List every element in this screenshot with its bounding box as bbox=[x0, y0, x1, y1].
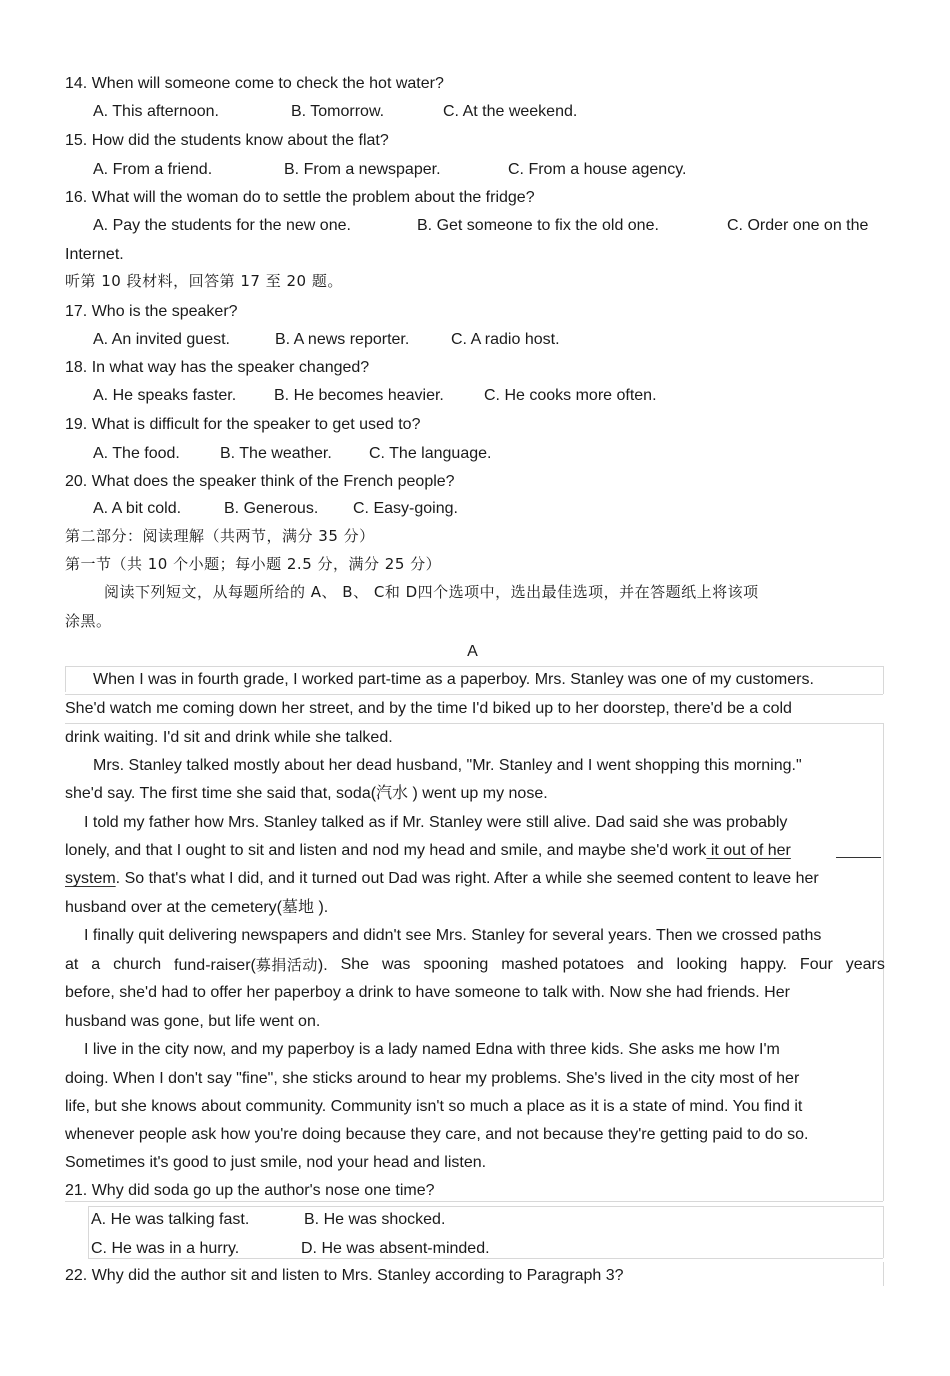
passage-text: . So that's what I did, and it turned out Dad was right. After a while she seemed content to leave her bbox=[115, 870, 819, 887]
question-20-options bbox=[93, 499, 793, 519]
reading-instruction-continuation: 涂黑。 bbox=[65, 612, 112, 630]
passage-text: lonely, and that I ought to sit and listen and nod my head and smile, and maybe she'd work bbox=[65, 842, 707, 859]
word: church bbox=[113, 956, 162, 973]
section-10-instruction: 听第 10 段材料，回答第 17 至 20 题。 bbox=[65, 272, 343, 290]
border bbox=[65, 666, 883, 667]
question-19-options bbox=[93, 444, 793, 464]
option-a: A. He was talking fast. bbox=[91, 1211, 250, 1228]
option-a: A. Pay the students for the new one. bbox=[93, 217, 351, 234]
underlined-phrase: system bbox=[65, 870, 116, 887]
passage-line: doing. When I don't say "fine", she sticks around to hear my problems. She's lived in the city most of her bbox=[65, 1070, 800, 1087]
question-14-options bbox=[93, 102, 793, 122]
passage-line: life, but she knows about community. Community isn't so much a place as it is a state of mind. You find it bbox=[65, 1098, 803, 1115]
question-16-options bbox=[93, 216, 893, 236]
passage-line: husband over at the cemetery(墓地 ). bbox=[65, 899, 329, 916]
border bbox=[883, 666, 884, 694]
passage-line bbox=[65, 841, 791, 861]
option-c: C. He cooks more often. bbox=[484, 387, 657, 404]
passage-line: she'd say. The first time she said that, soda(汽水 ) went up my nose. bbox=[65, 785, 548, 802]
question-21-options-row-2 bbox=[91, 1239, 791, 1259]
passage-line: whenever people ask how you're doing because they care, and not because they're getting paid to do so. bbox=[65, 1126, 809, 1143]
border bbox=[65, 723, 883, 724]
word: mashed potatoes bbox=[501, 956, 624, 973]
part-2-heading: 第二部分：阅读理解（共两节，满分 35 分） bbox=[65, 527, 375, 545]
option-b: B. The weather. bbox=[220, 445, 332, 462]
option-b: B. Generous. bbox=[224, 500, 319, 517]
passage-paragraph-4: I finally quit delivering newspapers and didn't see Mrs. Stanley for several years. Then we crossed paths bbox=[84, 927, 822, 944]
border bbox=[65, 694, 883, 695]
section-1-heading: 第一节（共 10 个小题；每小题 2.5 分，满分 25 分） bbox=[65, 555, 442, 573]
option-a: A. A bit cold. bbox=[93, 500, 182, 517]
option-b: B. From a newspaper. bbox=[284, 161, 441, 178]
passage-line: husband was gone, but life went on. bbox=[65, 1013, 321, 1030]
border bbox=[883, 1262, 884, 1286]
question-22: 22. Why did the author sit and listen to Mrs. Stanley according to Paragraph 3? bbox=[65, 1267, 624, 1284]
passage-paragraph-3: I told my father how Mrs. Stanley talked as if Mr. Stanley were still alive. Dad said she was probably bbox=[84, 814, 788, 831]
question-21-options-row-1 bbox=[91, 1210, 791, 1230]
question-16-option-continuation: Internet. bbox=[65, 246, 124, 263]
question-19: 19. What is difficult for the speaker to get used to? bbox=[65, 416, 421, 433]
question-20: 20. What does the speaker think of the French people? bbox=[65, 473, 455, 490]
border bbox=[883, 1206, 884, 1258]
option-a: A. From a friend. bbox=[93, 161, 213, 178]
option-b: B. Get someone to fix the old one. bbox=[417, 217, 659, 234]
question-14: 14. When will someone come to check the hot water? bbox=[65, 75, 444, 92]
question-15: 15. How did the students know about the flat? bbox=[65, 132, 389, 149]
word: She bbox=[340, 956, 370, 973]
word: years bbox=[845, 956, 885, 973]
word: Four bbox=[799, 956, 833, 973]
option-a: A. He speaks faster. bbox=[93, 387, 237, 404]
border bbox=[88, 1206, 89, 1258]
word: looking bbox=[676, 956, 728, 973]
border bbox=[65, 1201, 883, 1202]
option-a: A. This afternoon. bbox=[93, 103, 219, 120]
underline-extension bbox=[836, 857, 881, 858]
option-b: B. He was shocked. bbox=[304, 1211, 446, 1228]
passage-label: A bbox=[467, 643, 478, 660]
question-18-options bbox=[93, 386, 793, 406]
underlined-phrase: it out of her bbox=[706, 842, 791, 859]
word: a bbox=[91, 956, 101, 973]
option-c: C. From a house agency. bbox=[508, 161, 687, 178]
option-c: C. A radio host. bbox=[451, 331, 560, 348]
option-b: B. He becomes heavier. bbox=[274, 387, 444, 404]
border bbox=[65, 666, 66, 692]
word: spooning bbox=[423, 956, 489, 973]
passage-line: before, she'd had to offer her paperboy a drink to have someone to talk with. Now she had friends. Her bbox=[65, 984, 790, 1001]
option-c: C. At the weekend. bbox=[443, 103, 578, 120]
passage-line bbox=[65, 869, 819, 889]
option-b: B. Tomorrow. bbox=[291, 103, 385, 120]
passage-paragraph-2: Mrs. Stanley talked mostly about her dead husband, "Mr. Stanley and I went shopping this morning." bbox=[93, 757, 802, 774]
word: was bbox=[381, 956, 411, 973]
question-16: 16. What will the woman do to settle the problem about the fridge? bbox=[65, 189, 535, 206]
option-d: D. He was absent-minded. bbox=[301, 1240, 490, 1257]
option-a: A. An invited guest. bbox=[93, 331, 230, 348]
passage-paragraph-1: When I was in fourth grade, I worked part-time as a paperboy. Mrs. Stanley was one of my customers. bbox=[93, 671, 814, 688]
question-21: 21. Why did soda go up the author's nose one time? bbox=[65, 1182, 435, 1199]
option-c: C. Easy-going. bbox=[353, 500, 458, 517]
passage-line: She'd watch me coming down her street, and by the time I'd biked up to her doorstep, there'd be a cold bbox=[65, 700, 792, 717]
option-c: C. He was in a hurry. bbox=[91, 1240, 240, 1257]
word: at bbox=[65, 956, 79, 973]
passage-line: Sometimes it's good to just smile, nod your head and listen. bbox=[65, 1154, 487, 1171]
question-18: 18. In what way has the speaker changed? bbox=[65, 359, 370, 376]
option-b: B. A news reporter. bbox=[275, 331, 410, 348]
passage-line bbox=[65, 955, 885, 975]
border bbox=[88, 1206, 883, 1207]
option-c: C. The language. bbox=[369, 445, 492, 462]
passage-paragraph-5: I live in the city now, and my paperboy is a lady named Edna with three kids. She asks me how I'm bbox=[84, 1041, 780, 1058]
question-17-options bbox=[93, 330, 793, 350]
word: happy. bbox=[740, 956, 787, 973]
reading-instruction: 阅读下列短文，从每题所给的 A、 B、 C和 D四个选项中，选出最佳选项，并在答题纸上将该项 bbox=[104, 583, 759, 601]
question-17: 17. Who is the speaker? bbox=[65, 303, 238, 320]
word: and bbox=[636, 956, 664, 973]
word: fund-raiser(募捐活动). bbox=[174, 956, 328, 974]
passage-line: drink waiting. I'd sit and drink while she talked. bbox=[65, 729, 393, 746]
question-15-options bbox=[93, 160, 793, 180]
option-a: A. The food. bbox=[93, 445, 180, 462]
option-c: C. Order one on the bbox=[727, 217, 869, 234]
